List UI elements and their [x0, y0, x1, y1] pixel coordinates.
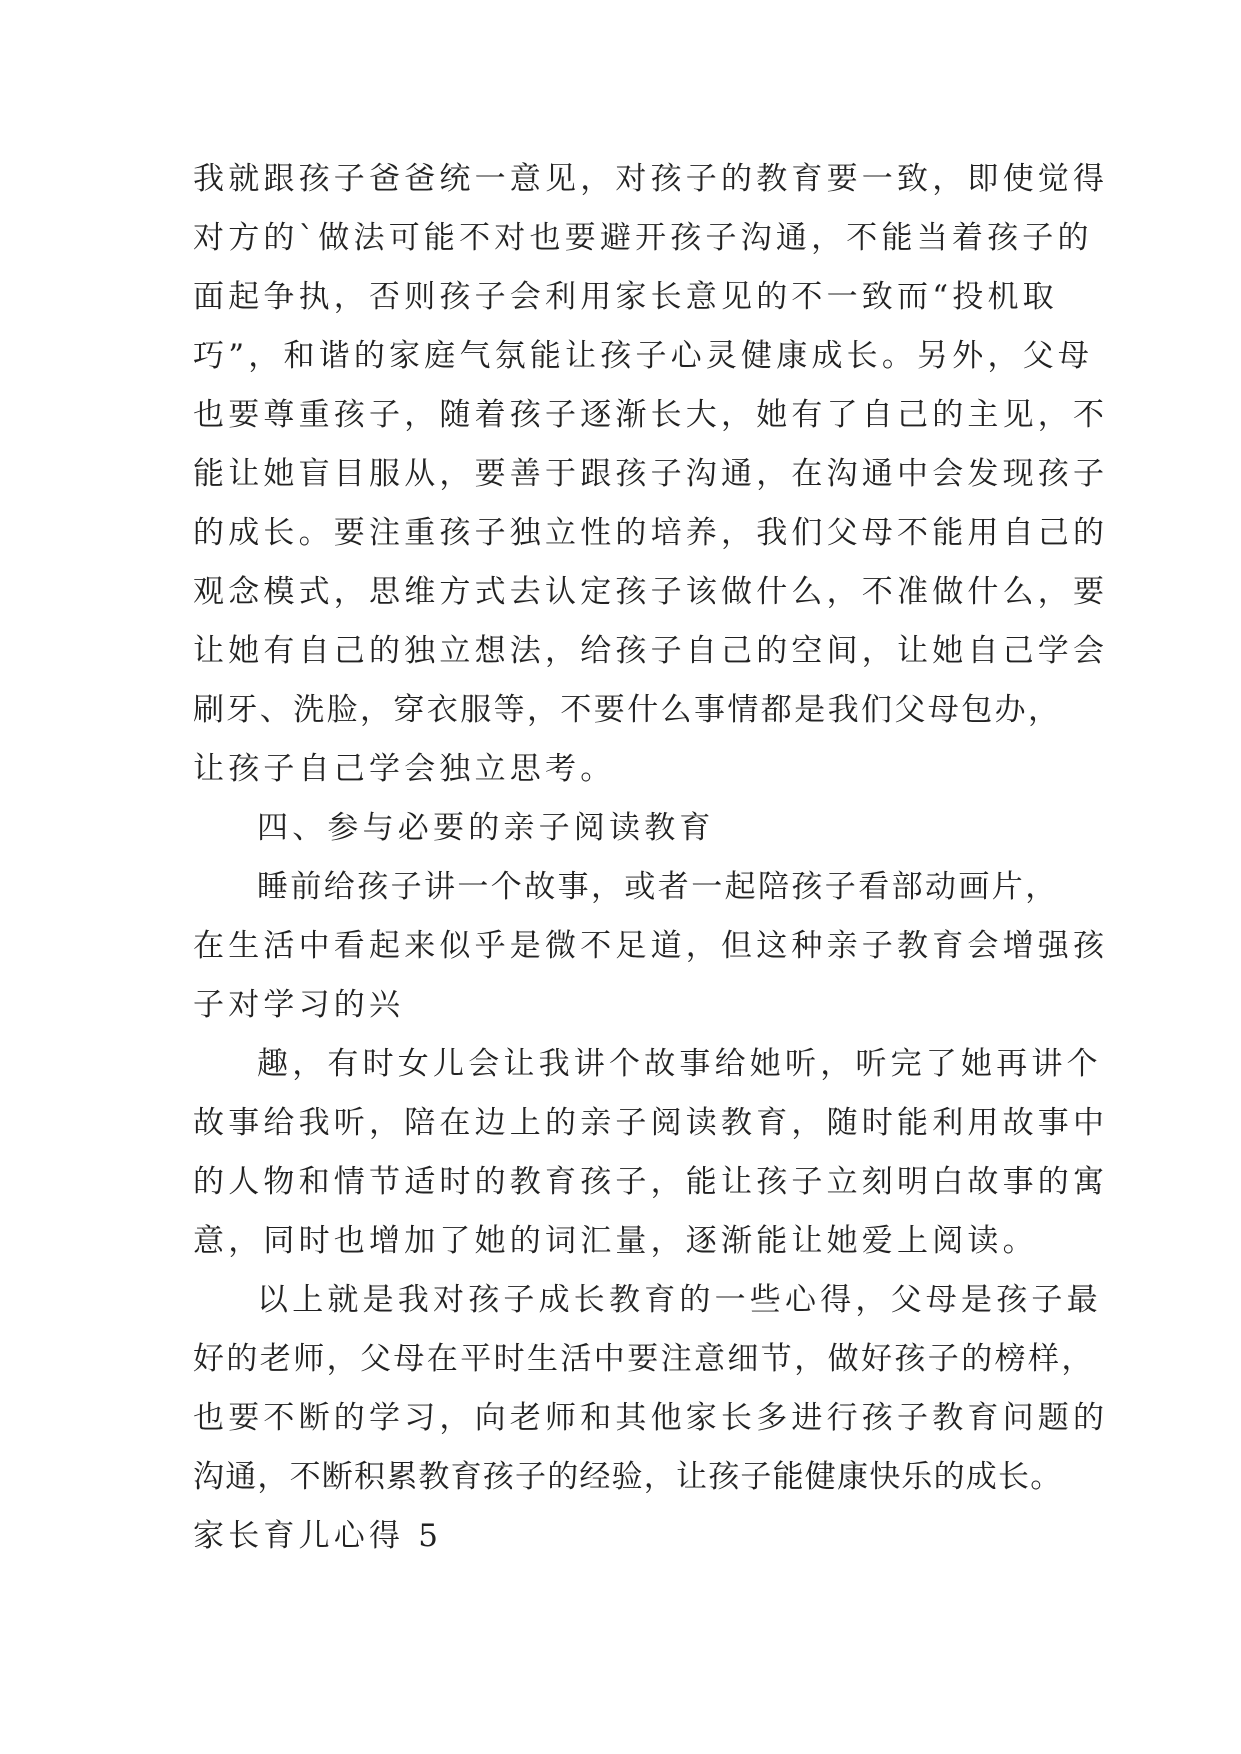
paragraph-line: 面起争执，否则孩子会利用家长意见的不一致而“投机取 [193, 279, 1058, 315]
paragraph-line: 好的老师，父母在平时生活中要注意细节，做好孩子的榜样， [193, 1341, 1095, 1377]
paragraph-line: 意，同时也增加了她的词汇量，逐渐能让她爱上阅读。 [193, 1223, 1038, 1259]
paragraph-line: 在生活中看起来似乎是微不足道，但这种亲子教育会增强孩 [193, 928, 1109, 964]
paragraph-line: 让孩子自己学会独立思考。 [193, 751, 616, 787]
body-text [193, 150, 1109, 1566]
paragraph-line: 的成长。要注重孩子独立性的培养，我们父母不能用自己的 [193, 515, 1109, 551]
paragraph-line: 我就跟孩子爸爸统一意见，对孩子的教育要一致，即使觉得 [193, 161, 1109, 197]
paragraph-line: 能让她盲目服从，要善于跟孩子沟通，在沟通中会发现孩子 [193, 456, 1109, 492]
paragraph-line: 睡前给孩子讲一个故事，或者一起陪孩子看部动画片， [257, 869, 1059, 905]
paragraph-line: 巧”，和谐的家庭气氛能让孩子心灵健康成长。另外，父母 [193, 338, 1094, 374]
paragraph-line: 以上就是我对孩子成长教育的一些心得，父母是孩子最 [257, 1282, 1102, 1318]
paragraph-line: 沟通，不断积累教育孩子的经验，让孩子能健康快乐的成长。 [193, 1459, 1063, 1495]
paragraph-line: 也要尊重孩子，随着孩子逐渐长大，她有了自己的主见，不 [193, 397, 1109, 433]
paragraph-line: 也要不断的学习，向老师和其他家长多进行孩子教育问题的 [193, 1400, 1109, 1436]
section-title: 家长育儿心得 5 [193, 1518, 443, 1554]
paragraph-line: 趣，有时女儿会让我讲个故事给她听，听完了她再讲个 [257, 1046, 1102, 1082]
paragraph-line: 故事给我听，陪在边上的亲子阅读教育，随时能利用故事中 [193, 1105, 1109, 1141]
paragraph-line: 让她有自己的独立想法，给孩子自己的空间，让她自己学会 [193, 633, 1109, 669]
paragraph-line: 的人物和情节适时的教育孩子，能让孩子立刻明白故事的寓 [193, 1164, 1109, 1200]
paragraph-line: 观念模式，思维方式去认定孩子该做什么，不准做什么，要 [193, 574, 1109, 610]
paragraph-line: 对方的`做法可能不对也要避开孩子沟通，不能当着孩子的 [193, 220, 1093, 256]
section-heading: 四、参与必要的亲子阅读教育 [257, 810, 715, 846]
paragraph-line: 子对学习的兴 [193, 987, 405, 1023]
paragraph-line: 刷牙、洗脸，穿衣服等，不要什么事情都是我们父母包办， [193, 692, 1062, 728]
